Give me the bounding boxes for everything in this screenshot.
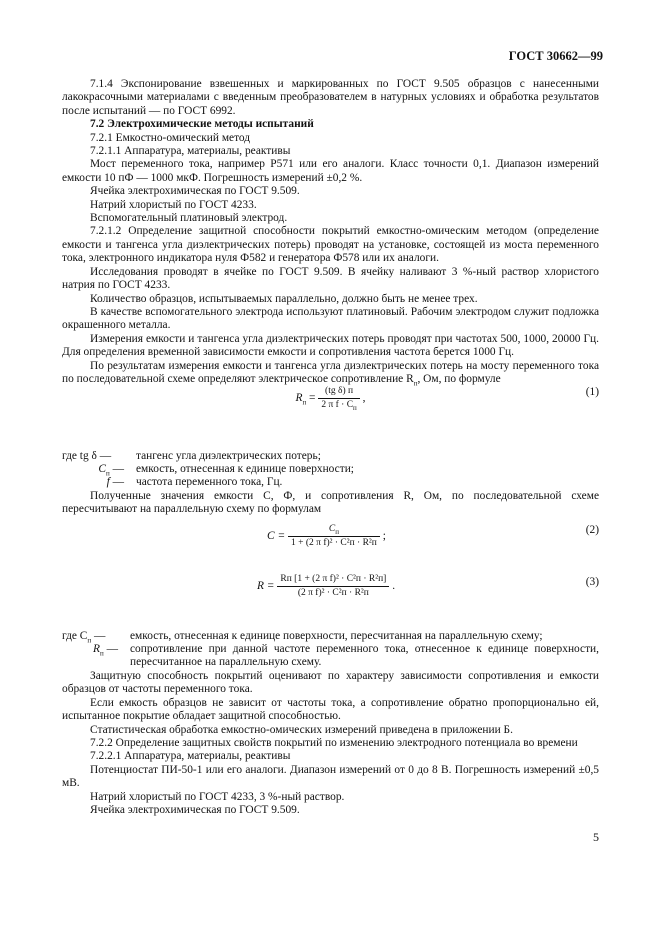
paragraph-formula-intro: По результатам измерения емкости и тангенса угла диэлектрических потерь на мосту переменного тока по последовательной схеме определяют электрическое сопротивление $R_п$, Ом, по формуле (62, 359, 599, 388)
formula-3-number: (3) (585, 576, 599, 588)
formula-block-2 (62, 524, 599, 564)
paragraph-bridge: Мост переменного тока, например Р571 или его аналоги. Класс точности 0,1. Диапазон измерений емкости 10 пФ — 1000 мкФ. Погрешность измерений ±0,2 %. (62, 158, 599, 184)
subsection-7-2-2-1: 7.2.2.1 Аппаратура, материалы, реактивы (90, 750, 291, 763)
formula-1-number: (1) (585, 386, 599, 398)
subsection-7-2-1: 7.2.1 Емкостно-омический метод (90, 131, 251, 144)
legend-row: где tg δ — тангенс угла диэлектрических потерь; (62, 450, 321, 462)
paragraph-frequencies: Измерения емкости и тангенса угла диэлектрических потерь проводят при частотах 500, 1000, 20000 Гц. Для определения временной зависимости емкости и сопротивления частота берется 1000 Гц. (62, 332, 599, 359)
paragraph-samples: Количество образцов, испытываемых параллельно, должно быть не менее трех. (90, 292, 478, 305)
document-header: ГОСТ 30662—99 (508, 49, 603, 63)
legend-row: где $C_п$ — емкость, отнесенная к единице поверхности, пересчитанная на параллельную схему; (62, 630, 543, 645)
paragraph-if-capacity: Если емкость образцов не зависит от частоты тока, а сопротивление обратно пропорционально ей, испытанное покрытие обладает защитной способностью. (62, 696, 599, 723)
paragraph-cell-2: Ячейка электрохимическая по ГОСТ 9.509. (90, 804, 300, 817)
formula-block-1 (62, 386, 599, 446)
paragraph-protective: Защитную способность покрытий оценивают по характеру зависимости сопротивления и емкости образцов от частоты переменного тока. (62, 670, 599, 696)
legend-row: $R_п$ — сопротивление при данной частоте переменного тока, отнесенное к единице поверхности, пересчитанное на параллельную схему. (93, 643, 599, 668)
paragraph-potentiostat: Потенциостат ПИ-50-1 или его аналоги. Диапазон измерений от 0 до 8 В. Погрешность измерений ±0,5 мВ. (62, 763, 599, 790)
formula-2-number: (2) (585, 524, 599, 536)
paragraph-7-2-1-2: 7.2.1.2 Определение защитной способности покрытий емкостно-омическим методом (определение емкости и тангенса угла диэлектрических потерь) проводят на установке, состоящей из моста переменного тока, электронного индикатора нуля Ф582 и генератора Ф578 или их аналоги. (62, 225, 599, 265)
section-heading-7-2: 7.2 Электрохимические методы испытаний (90, 118, 314, 131)
subsection-7-2-1-1: 7.2.1.1 Аппаратура, материалы, реактивы (90, 145, 291, 158)
subsection-7-2-2: 7.2.2 Определение защитных свойств покрытий по изменению электродного потенциала во времени (90, 737, 578, 750)
formula-block-3 (62, 574, 599, 624)
paragraph-research: Исследования проводят в ячейке по ГОСТ 9.509. В ячейку наливают 3 %-ный раствор хлористого натрия по ГОСТ 4233. (62, 265, 599, 292)
paragraph-7-1-4: 7.1.4 Экспонирование взвешенных и маркированных по ГОСТ 9.505 образцов с нанесенными лакокрасочными материалами с введенным преобразователем в натурных условиях и обработка результатов после испытаний — по ГОСТ 6992. (62, 78, 599, 117)
page-number: 5 (593, 830, 599, 844)
paragraph-cell: Ячейка электрохимическая по ГОСТ 9.509. (90, 185, 300, 198)
paragraph-electrode: Вспомогательный платиновый электрод. (90, 212, 288, 225)
paragraph-nacl: Натрий хлористый по ГОСТ 4233. (90, 198, 257, 211)
formula-1: $R_п$ = $\frac{\text{(tg δ) п}}{2 \pi f \cdot C_п}$ , (295, 386, 366, 412)
paragraph-recalc-text: Полученные значения емкости С, Ф, и сопротивления R, Ом, по последовательной схеме пересчитывают на параллельную схему по формулам (62, 490, 599, 516)
paragraph-aux-electrode: В качестве вспомогательного электрода используют платиновый. Рабочим электродом служит подложка окрашенного металла. (62, 305, 599, 332)
formula-2: C = $\frac{C_п}{\text{1 + (2 π f)² · C²п · R²п}}$ ; (267, 524, 386, 548)
legend-row: f — частота переменного тока, Гц. (106, 476, 283, 488)
paragraph-nacl-solution: Натрий хлористый по ГОСТ 4233, 3 %-ный раствор. (90, 790, 345, 803)
page-body-2 (62, 670, 599, 817)
page-body (62, 78, 599, 386)
formula-3: R = $\frac{\text{Rп [1 + (2 π f)² · C²п · R²п]}}{\text{(2 π f)² · C²п · R²п}}$ . (257, 574, 396, 598)
paragraph-recalc (62, 490, 599, 517)
legend-row: $C_п$ — емкость, отнесенная к единице поверхности; (98, 463, 354, 478)
paragraph-statistics: Статистическая обработка емкостно-омических измерений приведена в приложении Б. (90, 723, 513, 736)
